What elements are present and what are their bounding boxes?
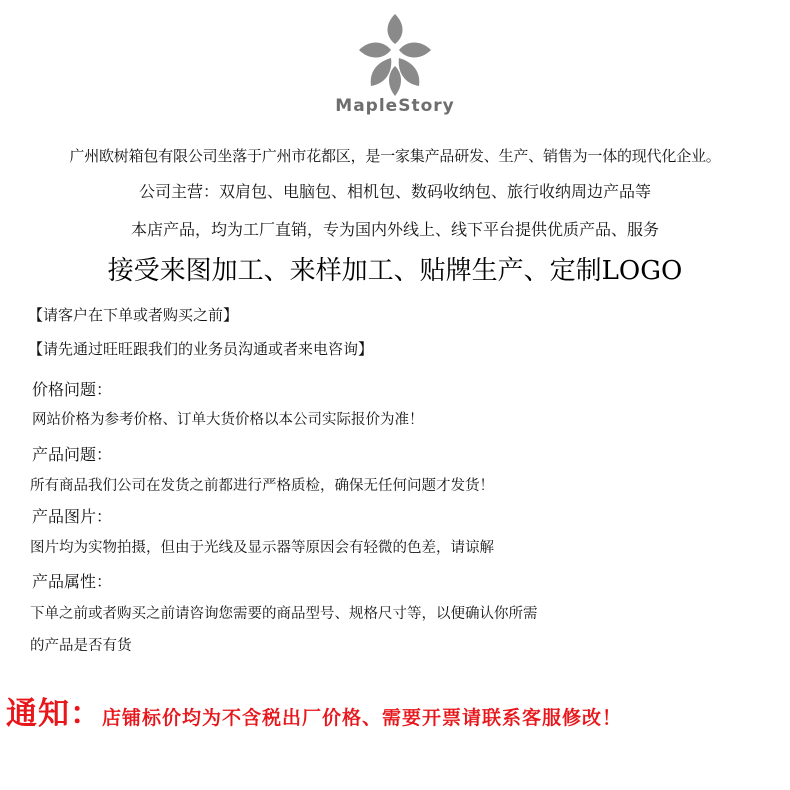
section-body-product: 所有商品我们公司在发货之前都进行严格质检，确保无任何问题才发货！ (30, 478, 494, 494)
section-body-attributes-line2: 的产品是否有货 (30, 638, 132, 654)
logo-petal-top (388, 14, 403, 44)
section-heading-product: 产品问题： (32, 445, 113, 464)
main-business: 公司主营：双肩包、电脑包、相机包、数码收纳包、旅行收纳周边产品等 (138, 182, 651, 201)
section-body-attributes-line1: 下单之前或者购买之前请咨询您需要的商品型号、规格尺寸等，以便确认你所需 (30, 606, 538, 622)
flower-icon (355, 12, 435, 96)
note-before-order: 【请客户在下单或者购买之前】 (28, 306, 239, 324)
headline: 接受来图加工、来样加工、贴牌生产、定制LOGO (107, 256, 683, 286)
store-products: 本店产品，均为工厂直销，专为国内外线上、线下平台提供优质产品、服务 (130, 220, 659, 239)
section-heading-images: 产品图片： (32, 507, 113, 526)
note-contact: 【请先通过旺旺跟我们的业务员沟通或者来电咨询】 (28, 340, 374, 358)
section-heading-price: 价格问题： (32, 380, 113, 399)
notice-label: 通知： (6, 696, 102, 732)
brand-name: MapleStory (335, 96, 455, 116)
section-body-price: 网站价格为参考价格、订单大货价格以本公司实际报价为准！ (32, 412, 424, 428)
logo-petal-right (399, 43, 431, 58)
logo-petal-bottom (389, 66, 401, 96)
company-intro: 广州欧树箱包有限公司坐落于广州市花都区，是一家集产品研发、生产、销售为一体的现代化企业。 (69, 147, 721, 165)
section-heading-attributes: 产品属性： (32, 572, 113, 591)
section-body-images: 图片均为实物拍摄，但由于光线及显示器等原因会有轻微的色差，请谅解 (30, 540, 494, 556)
logo-petal-bottom-left (371, 58, 392, 86)
logo-petal-left (359, 43, 391, 58)
notice-text: 店铺标价均为不含税出厂价格、需要开票请联系客服修改！ (102, 707, 623, 729)
logo-petal-bottom-right (399, 58, 420, 86)
notice (6, 688, 622, 733)
